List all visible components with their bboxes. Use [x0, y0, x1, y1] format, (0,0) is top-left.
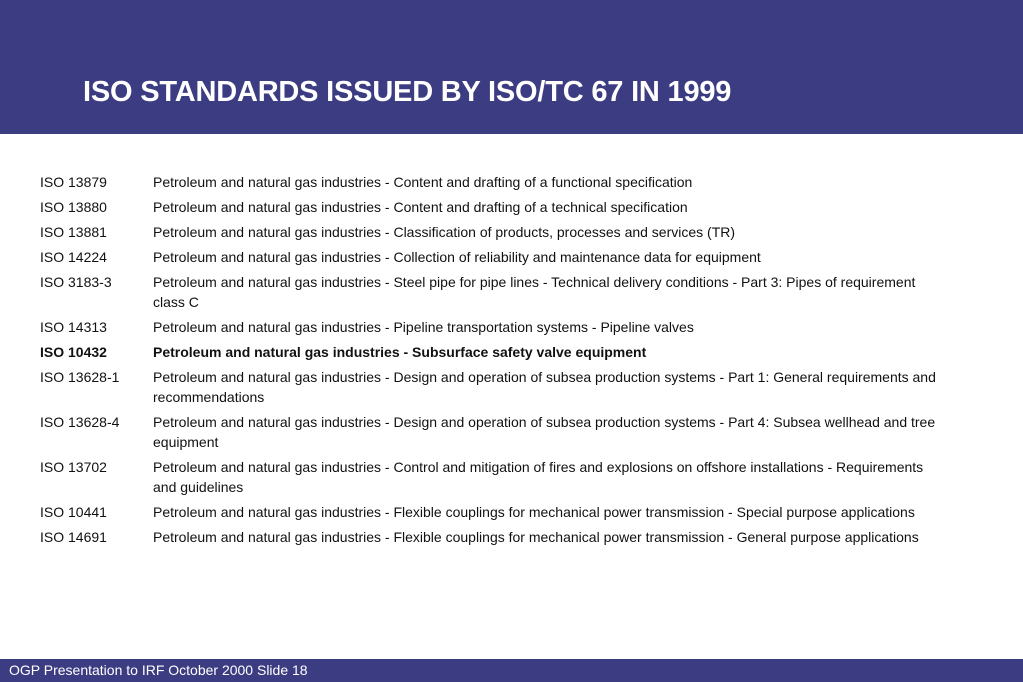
standard-description: Petroleum and natural gas industries - Flexible couplings for mechanical power transmission - General purpose applications — [153, 529, 919, 545]
standard-description: Petroleum and natural gas industries - Classification of products, processes and services (TR) — [153, 224, 736, 240]
standard-row — [40, 527, 950, 547]
slide-footer — [0, 659, 1023, 682]
standard-description: Petroleum and natural gas industries - Pipeline transportation systems - Pipeline valves — [153, 319, 694, 335]
standard-description: Petroleum and natural gas industries - Steel pipe for pipe lines - Technical delivery conditions - Part 3: Pipes of requirement class C — [153, 274, 916, 310]
standard-row — [40, 502, 950, 522]
page-title: ISO STANDARDS ISSUED BY ISO/TC 67 IN 1999 — [83, 76, 732, 108]
footer-text: OGP Presentation to IRF October 2000 Slide 18 — [9, 662, 308, 678]
standard-row — [40, 197, 950, 217]
standard-row — [40, 317, 950, 337]
standard-code: ISO 10441 — [40, 504, 107, 520]
standard-description: Petroleum and natural gas industries - Flexible couplings for mechanical power transmission - Special purpose applications — [153, 504, 915, 520]
standard-description: Petroleum and natural gas industries - Content and drafting of a functional specification — [153, 174, 693, 190]
standard-description: Petroleum and natural gas industries - Collection of reliability and maintenance data for equipment — [153, 249, 761, 265]
standard-row — [40, 412, 950, 452]
standard-code: ISO 13880 — [40, 199, 107, 215]
standard-description: Petroleum and natural gas industries - Subsurface safety valve equipment — [153, 344, 647, 360]
standard-row — [40, 367, 950, 407]
standard-row — [40, 247, 950, 267]
standard-code: ISO 14313 — [40, 319, 107, 335]
standard-row — [40, 272, 950, 312]
slide-header — [0, 0, 1023, 134]
standard-description: Petroleum and natural gas industries - Content and drafting of a technical specification — [153, 199, 688, 215]
standard-row-highlighted — [40, 342, 950, 362]
standard-code: ISO 13628-1 — [40, 369, 120, 385]
standard-description: Petroleum and natural gas industries - Control and mitigation of fires and explosions on offshore installations - Requirements and guidelines — [153, 459, 924, 495]
standard-row — [40, 222, 950, 242]
standard-code: ISO 13879 — [40, 174, 107, 190]
standard-description: Petroleum and natural gas industries - Design and operation of subsea production systems - Part 4: Subsea wellhead and tree equipment — [153, 414, 936, 450]
standard-code: ISO 10432 — [40, 344, 107, 360]
standard-row — [40, 457, 950, 497]
standard-code: ISO 13881 — [40, 224, 107, 240]
standards-list — [40, 172, 950, 552]
standard-code: ISO 14224 — [40, 249, 107, 265]
standard-code: ISO 13702 — [40, 459, 107, 475]
standard-code: ISO 13628-4 — [40, 414, 120, 430]
standard-code: ISO 3183-3 — [40, 274, 112, 290]
standard-row — [40, 172, 950, 192]
standard-description: Petroleum and natural gas industries - Design and operation of subsea production systems - Part 1: General requirements and recommendations — [153, 369, 936, 405]
standard-code: ISO 14691 — [40, 529, 107, 545]
